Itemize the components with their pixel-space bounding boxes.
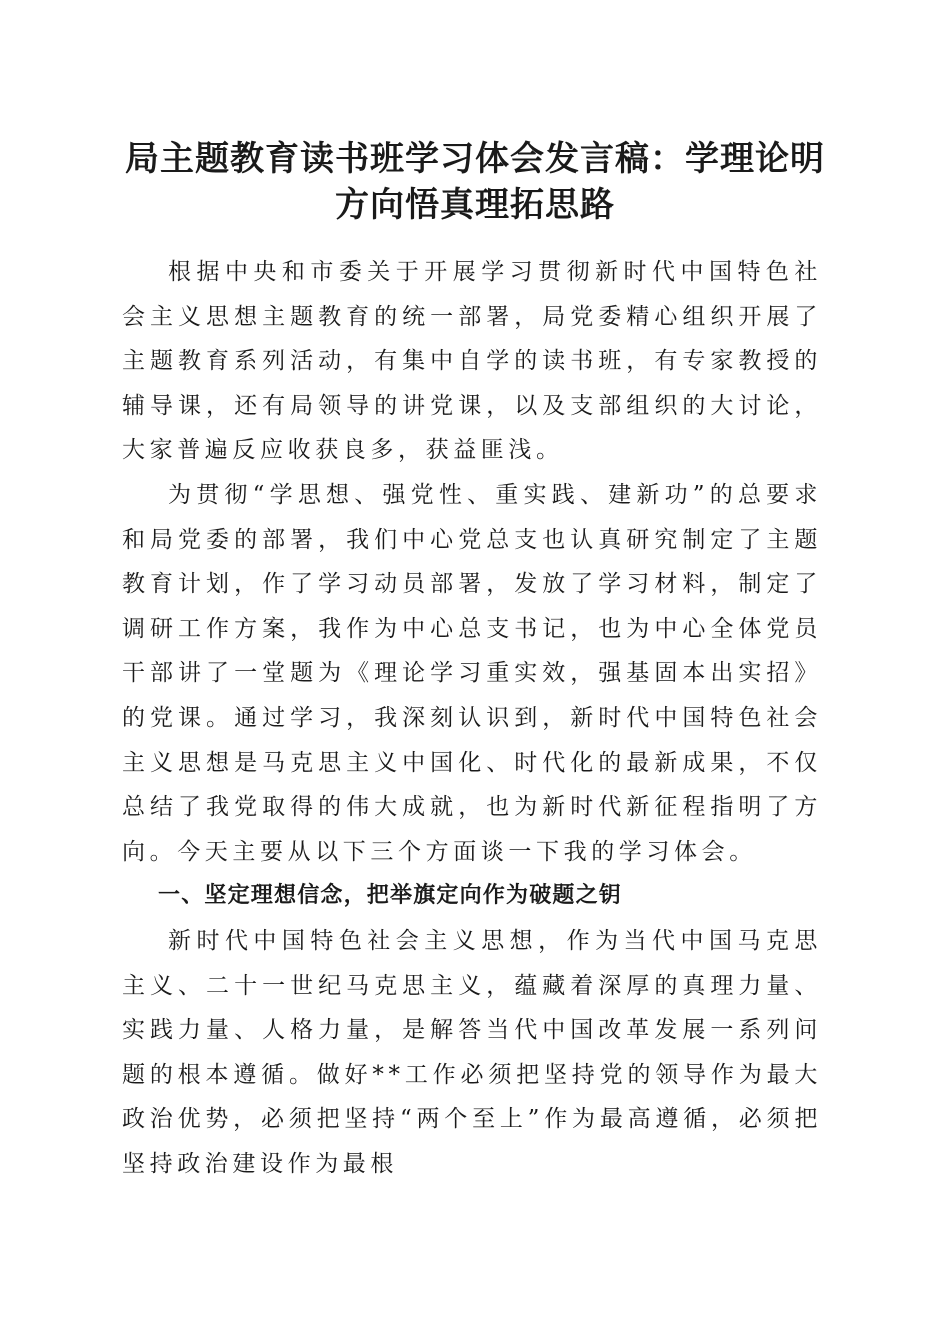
section-heading-1: 一、坚定理想信念，把举旗定向作为破题之钥 [158,883,623,909]
document-body [122,250,822,1186]
title-line-2: 方向悟真理拓思路 [335,185,615,225]
title-line-1: 局主题教育读书班学习体会发言稿：学理论明 [125,139,825,179]
paragraph-intro: 根据中央和市委关于开展学习贯彻新时代中国特色社会主义思想主题教育的统一部署，局党委精心组织开展了主题教育系列活动，有集中自学的读书班，有专家教授的辅导课，还有局领导的讲党课，以及支部组织的大讨论，大家普遍反应收获良多，获益匪浅。 [122,259,822,464]
paragraph-section-1: 新时代中国特色社会主义思想，作为当代中国马克思主义、二十一世纪马克思主义，蕴藏着深厚的真理力量、实践力量、人格力量，是解答当代中国改革发展一系列问题的根本遵循。做好**工作必须把坚持党的领导作为最大政治优势，必须把坚持“两个至上”作为最高遵循，必须把坚持政治建设作为最根 [122,927,822,1177]
paragraph-background: 为贯彻“学思想、强党性、重实践、建新功”的总要求和局党委的部署，我们中心党总支也认真研究制定了主题教育计划，作了学习动员部署，发放了学习材料，制定了调研工作方案，我作为中心总支书记，也为中心全体党员干部讲了一堂题为《理论学习重实效，强基固本出实招》的党课。通过学习，我深刻认识到，新时代中国特色社会主义思想是马克思主义中国化、时代化的最新成果，不仅总结了我党取得的伟大成就，也为新时代新征程指明了方向。今天主要从以下三个方面谈一下我的学习体会。 [122,481,822,865]
document-title [110,136,840,228]
